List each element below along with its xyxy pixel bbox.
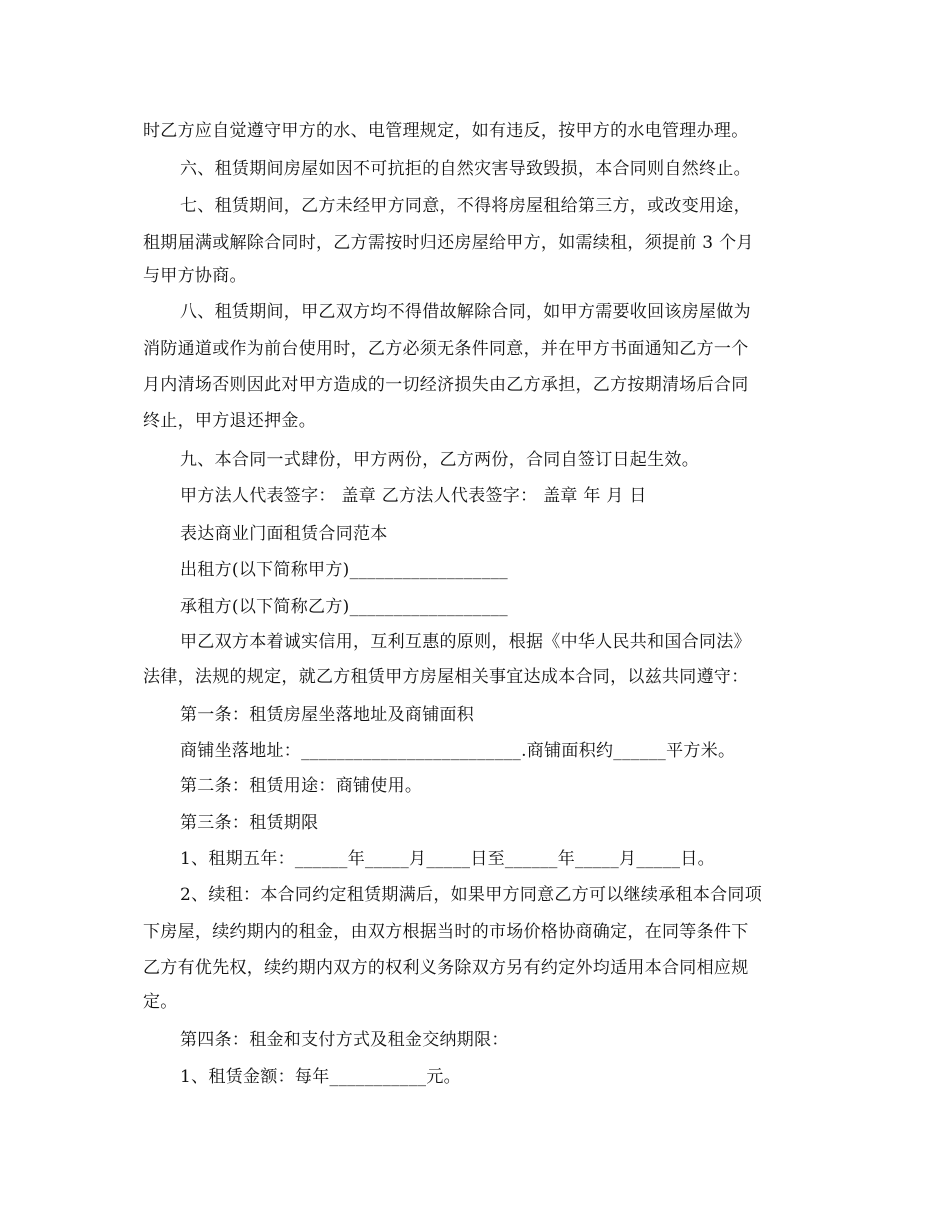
paragraph-line: 消防通道或作为前台使用时，乙方必须无条件同意，并在甲方书面通知乙方一个: [143, 339, 749, 359]
lessee-field: 承租方(以下简称乙方)__________________: [180, 597, 508, 617]
address-field: 商铺坐落地址：_________________________.商铺面积约______平方米。: [180, 741, 736, 761]
paragraph-line: 租期届满或解除合同时，乙方需按时归还房屋给甲方，如需续租，须提前 3 个月: [143, 233, 754, 253]
signature-line: 甲方法人代表签字： 盖章 乙方法人代表签字： 盖章 年 月 日: [180, 486, 647, 506]
document-title: 表达商业门面租赁合同范本: [180, 524, 388, 544]
paragraph-line: 六、租赁期间房屋如因不可抗拒的自然灾害导致毁损，本合同则自然终止。: [180, 159, 751, 179]
paragraph-line: 九、本合同一式肆份，甲方两份，乙方两份，合同自签订日起生效。: [180, 450, 699, 470]
paragraph-line: 八、租赁期间，甲乙双方均不得借故解除合同，如甲方需要收回该房屋做为: [180, 302, 751, 322]
lessor-field: 出租方(以下简称甲方)__________________: [180, 560, 508, 580]
paragraph-line: 甲乙双方本着诚实信用，互利互惠的原则，根据《中华人民共和国合同法》: [180, 632, 751, 652]
article-heading: 第一条：租赁房屋坐落地址及商铺面积: [180, 705, 475, 725]
article-heading: 第四条：租金和支付方式及租金交纳期限：: [180, 1030, 509, 1050]
term-field: 1、租期五年：______年_____月_____日至______年_____月_____日。: [180, 849, 715, 869]
paragraph-line: 定。: [143, 992, 178, 1012]
rent-amount-field: 1、租赁金额：每年___________元。: [180, 1067, 461, 1087]
article-heading: 第二条：租赁用途：商铺使用。: [180, 776, 423, 796]
paragraph-line: 月内清场否则因此对甲方造成的一切经济损失由乙方承担，乙方按期清场后合同: [143, 375, 749, 395]
article-heading: 第三条：租赁期限: [180, 813, 319, 833]
paragraph-line: 七、租赁期间，乙方未经甲方同意，不得将房屋租给第三方，或改变用途，: [180, 196, 751, 216]
paragraph-line: 终止，甲方退还押金。: [143, 411, 316, 431]
paragraph-line: 乙方有优先权，续约期内双方的权利义务除双方另有约定外均适用本合同相应规: [143, 958, 749, 978]
paragraph-line: 2、续租：本合同约定租赁期满后，如果甲方同意乙方可以继续承租本合同项: [180, 885, 763, 905]
paragraph-line: 与甲方协商。: [143, 266, 247, 286]
paragraph-line: 下房屋，续约期内的租金，由双方根据当时的市场价格协商确定，在同等条件下: [143, 922, 749, 942]
paragraph-line: 时乙方应自觉遵守甲方的水、电管理规定，如有违反，按甲方的水电管理办理。: [143, 121, 749, 141]
paragraph-line: 法律，法规的规定，就乙方租赁甲方房屋相关事宜达成本合同，以兹共同遵守：: [143, 667, 749, 687]
